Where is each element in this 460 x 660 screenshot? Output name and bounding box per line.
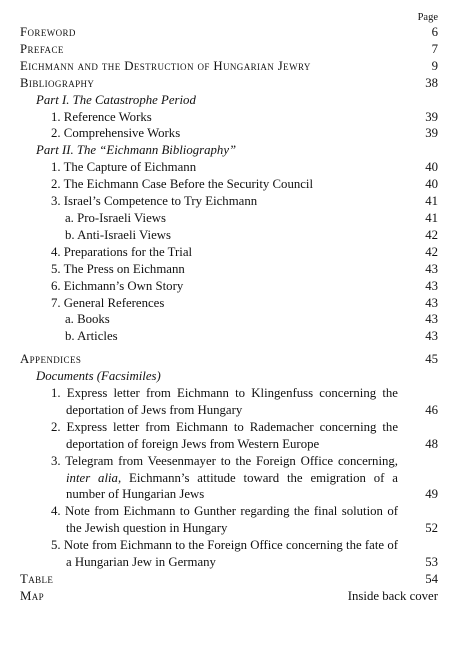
toc-entry-page: 53 [425, 555, 438, 570]
toc-entry-page: 38 [425, 75, 438, 90]
toc-entry-title: Part I. The Catastrophe Period [36, 92, 196, 107]
toc-entry [20, 368, 438, 385]
toc-entry-title: Table [20, 572, 54, 586]
toc-entry-title: a. Pro-Israeli Views [65, 210, 166, 225]
toc-entry [20, 92, 438, 109]
toc-entry-page: Inside back cover [347, 588, 438, 603]
toc-entry-title: 7. General References [51, 295, 165, 310]
toc-entry-title: 5. Note from Eichmann to the Foreign Office concerning the fate of a Hungarian Jew in Germany [51, 538, 398, 570]
toc-entry-page: 41 [425, 194, 438, 209]
toc-entry [20, 109, 438, 126]
toc-entry [20, 261, 438, 278]
toc-entry-title: 1. Reference Works [51, 109, 152, 124]
toc-entry [20, 176, 438, 193]
toc-entry-title: b. Articles [65, 329, 118, 344]
toc-entry [20, 125, 438, 142]
toc-entry [20, 159, 438, 176]
toc-entry [20, 75, 438, 92]
toc-entry-page: 7 [431, 41, 438, 56]
toc-entry [20, 210, 438, 227]
toc-entry-page: 39 [425, 126, 438, 141]
toc-entry-page: 43 [425, 261, 438, 276]
toc-entry-title: 5. The Press on Eichmann [51, 261, 185, 276]
toc-entry-page: 43 [425, 329, 438, 344]
toc-entry-title: 2. The Eichmann Case Before the Security Council [51, 177, 314, 192]
toc-entry-title: 2. Express letter from Eichmann to Rademacher concerning the deportation of foreign Jews from Western Europe [51, 419, 398, 451]
toc-entry [20, 58, 438, 75]
toc-entry-title: Part II. The “Eichmann Bibliography” [36, 143, 237, 158]
toc-entry-title: 1. Express letter from Eichmann to Klingenfuss concerning the deportation of Jews from Hungary [51, 386, 398, 417]
toc-entry-page: 6 [431, 25, 438, 39]
toc-entry-page: 43 [425, 295, 438, 310]
toc-entry [20, 244, 438, 261]
toc-entry [20, 419, 438, 453]
toc-entry-page: 49 [425, 487, 438, 502]
toc-entry-title: 2. Comprehensive Works [51, 126, 181, 141]
toc-entry-page: 42 [425, 227, 438, 242]
toc-entry-page: 40 [425, 177, 438, 192]
table-of-contents [20, 24, 438, 605]
toc-entry [20, 193, 438, 210]
toc-entry [20, 227, 438, 244]
toc-entry [20, 351, 438, 368]
toc-entry-title: a. Books [65, 312, 110, 327]
toc-entry-title: Map [20, 588, 45, 603]
toc-entry-title: 4. Note from Eichmann to Gunther regarding the final solution of the Jewish question in Hungary [51, 504, 398, 536]
toc-entry-title: Appendices [20, 352, 82, 367]
toc-entry-page: 43 [425, 312, 438, 327]
toc-entry [20, 537, 438, 571]
toc-entry [20, 588, 438, 605]
toc-entry-title: Documents (Facsimiles) [36, 369, 161, 384]
toc-entry-page: 52 [425, 521, 438, 536]
toc-entry-title: 3. Israel’s Competence to Try Eichmann [51, 194, 258, 209]
toc-entry-page: 46 [425, 402, 438, 417]
toc-entry [20, 385, 438, 419]
toc-entry [20, 503, 438, 537]
toc-entry-title: 1. The Capture of Eichmann [51, 160, 197, 175]
toc-entry-page: 43 [425, 278, 438, 293]
toc-entry [20, 142, 438, 159]
toc-entry-title: Foreword [20, 25, 76, 39]
toc-entry-page: 42 [425, 244, 438, 259]
toc-entry-title: Eichmann and the Destruction of Hungarian Jewry [20, 58, 311, 73]
toc-entry [20, 41, 438, 58]
toc-entry-title: Preface [20, 41, 64, 56]
toc-entry-title: 6. Eichmann’s Own Story [51, 278, 184, 293]
toc-entry [20, 311, 438, 328]
page-column-label: Page [417, 12, 438, 23]
toc-entry-page: 48 [425, 436, 438, 451]
toc-entry-page: 40 [425, 160, 438, 175]
toc-entry-title: 3. Telegram from Veesenmayer to the Foreign Office concerning, inter alia, Eichmann’s attitude toward the emigration of a number of Hungarian Jews [51, 453, 398, 502]
toc-entry-title: 4. Preparations for the Trial [51, 244, 193, 259]
toc-entry [20, 453, 438, 504]
toc-entry-page: 54 [425, 572, 438, 586]
toc-entry [20, 278, 438, 295]
toc-entry [20, 24, 438, 41]
toc-entry [20, 571, 438, 588]
toc-entry [20, 328, 438, 345]
toc-entry-page: 41 [425, 210, 438, 225]
toc-entry-title: Bibliography [20, 75, 95, 90]
toc-entry-page: 9 [431, 58, 438, 73]
toc-entry [20, 295, 438, 312]
toc-entry-title: b. Anti-Israeli Views [65, 227, 171, 242]
toc-entry-page: 45 [425, 352, 438, 367]
toc-entry-page: 39 [425, 109, 438, 124]
